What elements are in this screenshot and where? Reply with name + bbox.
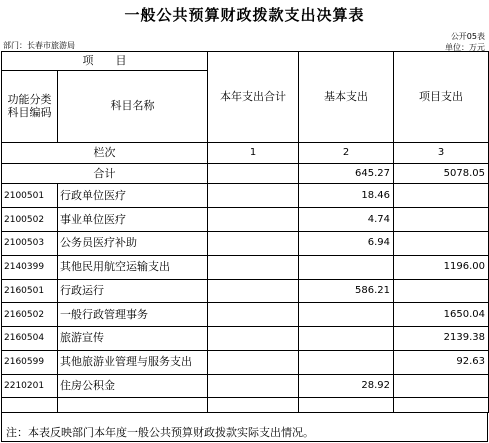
project-cell — [394, 279, 489, 303]
name-cell: 其他民用航空运输支出 — [58, 255, 208, 279]
project-cell: 1196.00 — [394, 255, 489, 279]
code-cell: 2160502 — [2, 303, 58, 327]
total-cell — [208, 231, 299, 255]
blank-cell — [299, 398, 394, 413]
name-cell: 行政运行 — [58, 279, 208, 303]
total-header: 本年支出合计 — [208, 52, 299, 143]
blank-row — [2, 398, 489, 413]
code-cell: 2160599 — [2, 350, 58, 374]
name-cell: 行政单位医疗 — [58, 184, 208, 208]
name-cell: 公务员医疗补助 — [58, 231, 208, 255]
blank-cell — [208, 398, 299, 413]
table-row — [2, 350, 489, 374]
code-cell: 2140399 — [2, 255, 58, 279]
basic-cell: 4.74 — [299, 208, 394, 232]
basic-cell — [299, 255, 394, 279]
project-cell — [394, 231, 489, 255]
department-label: 部门：长春市旅游局 — [3, 41, 75, 50]
name-cell: 住房公积金 — [58, 374, 208, 398]
code-cell: 2160504 — [2, 327, 58, 351]
footnote: 注：本表反映部门本年度一般公共预算财政拨款实际支出情况。 — [1, 413, 488, 442]
code-header: 功能分类科目编码 — [2, 70, 58, 142]
table-row — [2, 208, 489, 232]
item-header: 项 目 — [2, 52, 208, 71]
total-total-cell — [208, 163, 299, 184]
basic-cell — [299, 303, 394, 327]
table-row — [2, 231, 489, 255]
unit-label: 单位：万元 — [445, 43, 485, 52]
basic-cell — [299, 327, 394, 351]
column-index-row — [2, 143, 489, 164]
project-cell: 1650.04 — [394, 303, 489, 327]
total-cell — [208, 255, 299, 279]
table-row — [2, 255, 489, 279]
total-cell — [208, 184, 299, 208]
total-row — [2, 163, 489, 184]
expenditure-table — [1, 51, 489, 413]
basic-header: 基本支出 — [299, 52, 394, 143]
report-title: 一般公共预算财政拨款支出决算表 — [124, 6, 365, 24]
total-cell — [208, 374, 299, 398]
total-basic-cell: 645.27 — [299, 163, 394, 184]
blank-cell — [394, 398, 489, 413]
lanci-label: 栏次 — [2, 143, 208, 164]
basic-cell: 6.94 — [299, 231, 394, 255]
project-cell — [394, 184, 489, 208]
basic-cell: 586.21 — [299, 279, 394, 303]
table-row — [2, 279, 489, 303]
project-cell — [394, 374, 489, 398]
total-label: 合计 — [2, 163, 208, 184]
code-cell: 2100502 — [2, 208, 58, 232]
col-index-2: 2 — [299, 143, 394, 164]
table-row — [2, 303, 489, 327]
project-cell — [394, 208, 489, 232]
total-project-cell: 5078.05 — [394, 163, 489, 184]
total-cell — [208, 350, 299, 374]
project-header: 项目支出 — [394, 52, 489, 143]
total-cell — [208, 208, 299, 232]
total-cell — [208, 303, 299, 327]
col-index-1: 1 — [208, 143, 299, 164]
table-row — [2, 327, 489, 351]
project-cell: 92.63 — [394, 350, 489, 374]
blank-cell — [2, 398, 58, 413]
basic-cell: 28.92 — [299, 374, 394, 398]
name-cell: 其他旅游业管理与服务支出 — [58, 350, 208, 374]
col-index-3: 3 — [394, 143, 489, 164]
name-header: 科目名称 — [58, 70, 208, 142]
code-cell: 2160501 — [2, 279, 58, 303]
name-cell: 事业单位医疗 — [58, 208, 208, 232]
basic-cell — [299, 350, 394, 374]
name-cell: 旅游宣传 — [58, 327, 208, 351]
blank-cell — [58, 398, 208, 413]
basic-cell: 18.46 — [299, 184, 394, 208]
header-row-1 — [2, 52, 489, 71]
code-cell: 2100501 — [2, 184, 58, 208]
form-number: 公开05表 — [450, 32, 485, 41]
table-row — [2, 184, 489, 208]
code-cell: 2210201 — [2, 374, 58, 398]
code-cell: 2100503 — [2, 231, 58, 255]
table-row — [2, 374, 489, 398]
name-cell: 一般行政管理事务 — [58, 303, 208, 327]
project-cell: 2139.38 — [394, 327, 489, 351]
total-cell — [208, 279, 299, 303]
total-cell — [208, 327, 299, 351]
